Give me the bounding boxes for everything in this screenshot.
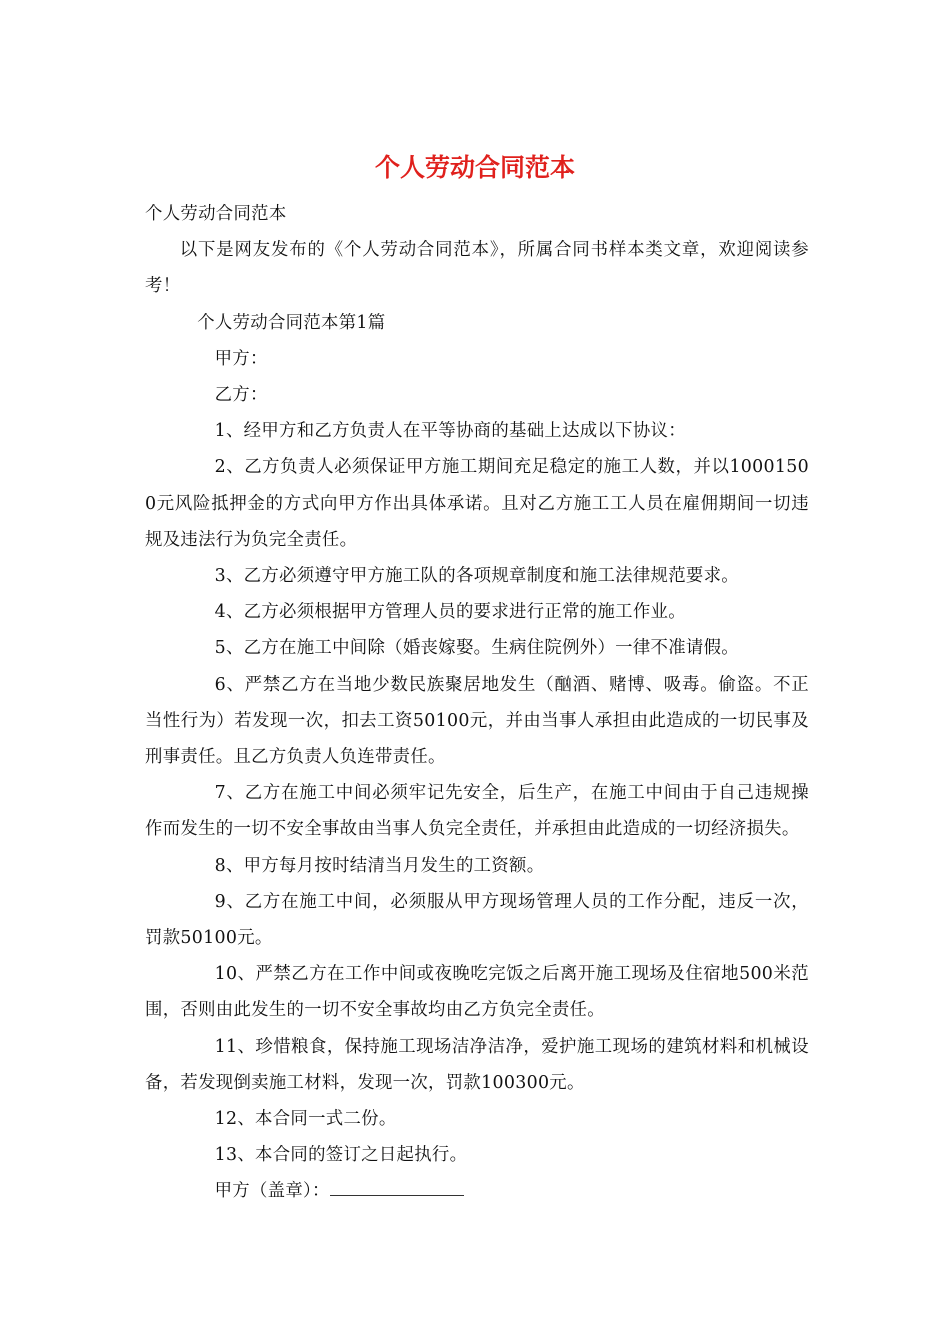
clause-13: 13、本合同的签订之日起执行。 (214, 1145, 468, 1166)
clause-4: 4、乙方必须根据甲方管理人员的要求进行正常的施工作业。 (214, 602, 686, 623)
document-body (145, 196, 809, 1210)
signature-blank (330, 1175, 464, 1196)
intro-paragraph: 以下是网友发布的《个人劳动合同范本》，所属合同书样本类文章，欢迎阅读参考！ (145, 240, 809, 297)
clause-1: 1、经甲方和乙方负责人在平等协商的基础上达成以下协议： (214, 421, 686, 442)
document-subtitle: 个人劳动合同范本 (145, 204, 287, 224)
signature-line (145, 1173, 809, 1209)
clause-5: 5、乙方在施工中间除（婚丧嫁娶。生病住院例外）一律不准请假。 (214, 638, 739, 659)
clause-6: 6、严禁乙方在当地少数民族聚居地发生（酗酒、赌博、吸毒。偷盗。不正当性行为）若发现一次，扣去工资50100元，并由当事人承担由此造成的一切民事及刑事责任。且乙方负责人负连带责任。 (145, 674, 809, 768)
party-b-line: 乙方： (214, 385, 268, 406)
clause-7: 7、乙方在施工中间必须牢记先安全，后生产，在施工中间由于自己违规操作而发生的一切不安全事故由当事人负完全责任，并承担由此造成的一切经济损失。 (145, 783, 809, 840)
clause-12: 12、本合同一式二份。 (214, 1109, 397, 1130)
section-heading: 个人劳动合同范本第1篇 (197, 312, 386, 333)
signature-label: 甲方（盖章）： (214, 1181, 330, 1202)
document-title: 个人劳动合同范本 (374, 153, 575, 182)
clause-8: 8、甲方每月按时结清当月发生的工资额。 (214, 855, 545, 876)
clause-9: 9、乙方在施工中间，必须服从甲方现场管理人员的工作分配，违反一次，罚款50100元。 (145, 891, 809, 949)
clause-10: 10、严禁乙方在工作中间或夜晚吃完饭之后离开施工现场及住宿地500米范围，否则由此发生的一切不安全事故均由乙方负完全责任。 (145, 964, 809, 1021)
party-a-line: 甲方： (214, 348, 268, 369)
clause-2: 2、乙方负责人必须保证甲方施工期间充足稳定的施工人数，并以10001500元风险抵押金的方式向甲方作出具体承诺。且对乙方施工工人员在雇佣期间一切违规及违法行为负完全责任。 (145, 457, 809, 550)
clause-3: 3、乙方必须遵守甲方施工队的各项规章制度和施工法律规范要求。 (214, 566, 739, 587)
clause-11: 11、珍惜粮食，保持施工现场洁净洁净，爱护施工现场的建筑材料和机械设备，若发现倒卖施工材料，发现一次，罚款100300元。 (145, 1036, 809, 1093)
